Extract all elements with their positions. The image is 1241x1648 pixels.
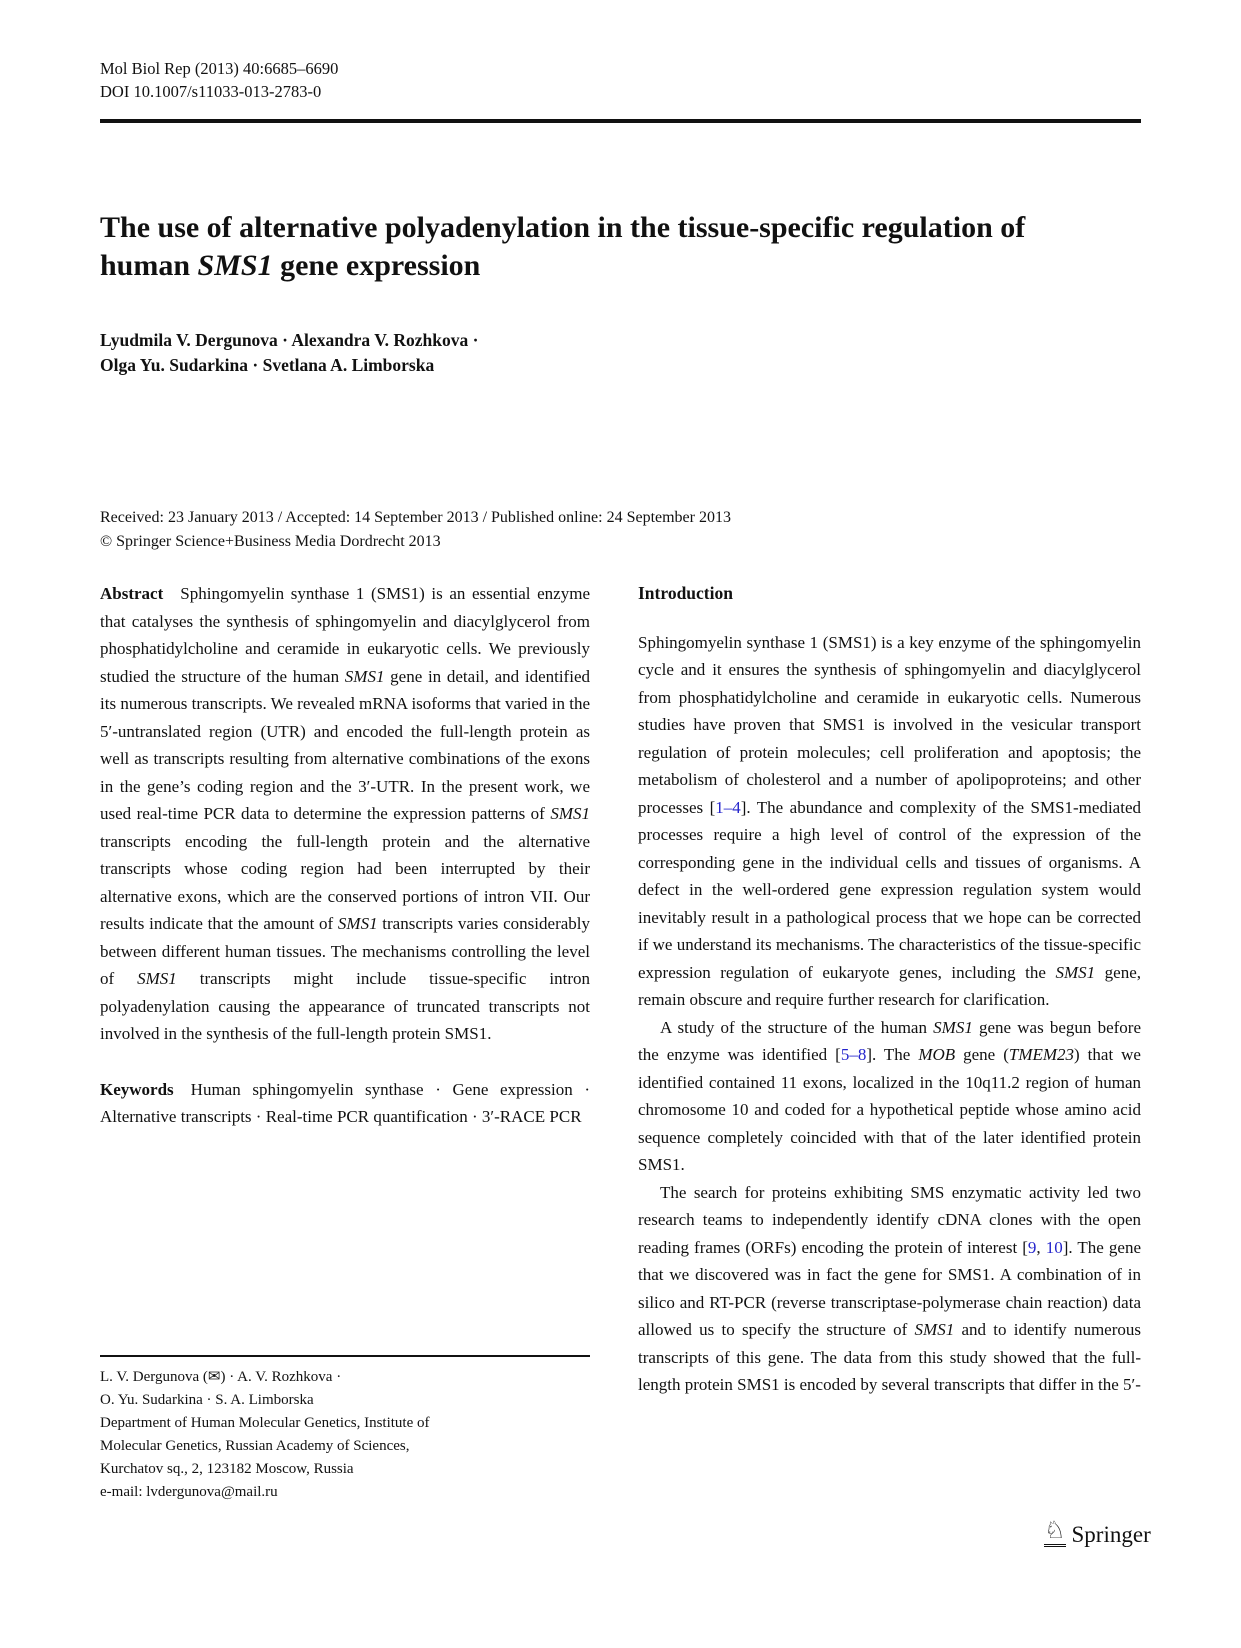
footnote-authors-line-2 <box>100 1389 590 1412</box>
springer-wordmark: Springer <box>1071 1521 1151 1547</box>
keywords-paragraph <box>100 1076 590 1131</box>
author-list <box>100 328 478 378</box>
right-column <box>638 580 1141 1399</box>
text-run: SMS1 <box>1055 962 1096 982</box>
text-run: Sphingomyelin synthase 1 (SMS1) is an essential enzyme that catalyses the synthesis of sphingomyelin and diacylglycerol from phosphatidylcholine and ceramide in eukaryotic cells. We previously studied the structure of the human <box>100 584 590 686</box>
text-run: ) that we identified contained 11 exons, localized in the 10q11.2 region of human chromosome 10 and coded for a hypothetical peptide whose amino acid sequence completely coincided with that of the later identified protein SMS1. <box>638 1045 1141 1174</box>
copyright-line: © Springer Science+Business Media Dordrecht 2013 <box>100 533 441 550</box>
text-run: Department of Human Molecular Genetics, Institute of <box>100 1414 430 1431</box>
text-run: gene ( <box>955 1045 1009 1064</box>
text-run: SMS1 <box>197 249 273 282</box>
journal-citation: Mol Biol Rep (2013) 40:6685–6690 <box>100 59 339 78</box>
text-run: , <box>1036 1237 1046 1257</box>
text-run: transcripts varies considerably between different human tissues. The mechanisms controlling the level of <box>100 914 590 988</box>
text-run: Human sphingomyelin synthase · Gene expression · Alternative transcripts · Real-time PCR quantification · 3′-RACE PCR <box>100 1079 590 1126</box>
text-run: e-mail: lvdergunova@mail.ru <box>100 1483 278 1500</box>
introduction-paragraph-2 <box>638 1014 1141 1179</box>
text-run: The use of alternative polyadenylation in the tissue-specific regulation of human <box>100 211 1026 282</box>
authors-line-2: Olga Yu. Sudarkina · Svetlana A. Limborska <box>100 355 435 375</box>
received-accepted-line: Received: 23 January 2013 / Accepted: 14 September 2013 / Published online: 24 September 2013 <box>100 509 731 526</box>
left-column <box>100 580 590 1131</box>
article-title <box>100 209 1040 285</box>
text-run: SMS1 <box>344 666 385 686</box>
citation-link[interactable]: 10 <box>1045 1237 1063 1257</box>
article-history <box>100 506 731 554</box>
keywords-label: Keywords <box>100 1079 174 1099</box>
text-run: MOB <box>918 1045 956 1064</box>
text-run: ]. The abundance and complexity of the SMS1-mediated processes require a high level of control of the expression of the corresponding gene in the individual cells and tissues of organisms. A defect in the well-ordered gene expression regulation system would inevitably result in a pathological process that we hope can be corrected if we understand its mechanisms. The characteristics of the tissue-specific expression regulation of eukaryote genes, including the <box>638 797 1141 982</box>
text-run: and to identify numerous transcripts of this gene. The data from this study showed that the full-length protein SMS1 is encoded by several transcripts that differ in the 5′- <box>638 1320 1141 1394</box>
footnote-affiliation-line-1 <box>100 1412 590 1435</box>
introduction-paragraph-3 <box>638 1179 1141 1399</box>
text-run: gene in detail, and identified its numerous transcripts. We revealed mRNA isoforms that varied in the 5′-untranslated region (UTR) and encoded the full-length protein as well as transcripts resulting from alternative combinations of the exons in the gene’s coding region and the 3′-UTR. In the present work, we used real-time PCR data to determine the expression patterns of <box>100 666 590 823</box>
text-run: ) · A. V. Rozhkova · <box>220 1368 342 1385</box>
text-run: SMS1 <box>337 914 378 933</box>
abstract-label: Abstract <box>100 584 164 603</box>
text-run: Molecular Genetics, Russian Academy of Sciences, <box>100 1437 410 1454</box>
corresponding-author-icon: ✉ <box>207 1368 221 1385</box>
text-run: transcripts might include tissue-specific intron polyadenylation causing the appearance of truncated transcripts not involved in the synthesis of the full-length protein SMS1. <box>100 969 590 1043</box>
text-run: gene, remain obscure and require further research for clarification. <box>638 962 1142 1009</box>
header-divider <box>100 119 1141 123</box>
footnote-authors-line-1 <box>100 1366 590 1389</box>
text-run: Kurchatov sq., 2, 123182 Moscow, Russia <box>100 1460 354 1477</box>
springer-logo <box>1044 1519 1151 1547</box>
text-run: TMEM23 <box>1008 1045 1075 1064</box>
text-run: gene was begun before the enzyme was identified [ <box>638 1017 1141 1064</box>
text-run: gene expression <box>272 249 481 282</box>
footnote-affiliation-line-3 <box>100 1458 590 1481</box>
footnote-divider <box>100 1355 590 1357</box>
journal-header <box>100 57 338 103</box>
text-run: O. Yu. Sudarkina · S. A. Limborska <box>100 1391 314 1408</box>
text-run: ]. The gene that we discovered was in fact the gene for SMS1. A combination of in silico and RT-PCR (reverse transcriptase-polymerase chain reaction) data allowed us to specify the structure of <box>638 1237 1142 1339</box>
citation-link[interactable]: 5–8 <box>840 1045 867 1064</box>
abstract-text <box>100 584 590 1043</box>
text-run: Sphingomyelin synthase 1 (SMS1) is a key enzyme of the sphingomyelin cycle and it ensures the synthesis of sphingomyelin and diacylglycerol from phosphatidylcholine and ceramide in eukaryotic cells. Numerous studies have proven that SMS1 is involved in the vesicular transport regulation of protein molecules; cell proliferation and apoptosis; the metabolism of cholesterol and a number of apolipoproteins; and other processes [ <box>638 632 1141 817</box>
introduction-paragraph-1 <box>638 629 1141 1014</box>
footnote-email-line <box>100 1481 590 1504</box>
citation-link[interactable]: 9 <box>1027 1237 1037 1257</box>
correspondence-footnote <box>100 1355 590 1504</box>
text-run: A study of the structure of the human <box>660 1017 934 1037</box>
springer-knight-icon: ♘ <box>1044 1519 1066 1547</box>
introduction-heading: Introduction <box>638 583 733 603</box>
text-run: SMS1 <box>137 969 177 988</box>
text-run: L. V. Dergunova ( <box>100 1368 208 1385</box>
text-run: SMS1 <box>914 1320 955 1339</box>
authors-line-1: Lyudmila V. Dergunova · Alexandra V. Rozhkova · <box>100 330 479 350</box>
text-run: SMS1 <box>933 1017 973 1037</box>
journal-doi: DOI 10.1007/s11033-013-2783-0 <box>100 82 322 101</box>
citation-link[interactable]: 1–4 <box>715 797 741 817</box>
text-run: ]. The <box>866 1045 919 1064</box>
text-run: SMS1 <box>550 804 590 823</box>
two-column-body <box>100 580 1141 1399</box>
text-run: The search for proteins exhibiting SMS enzymatic activity led two research teams to independently identify cDNA clones with the open reading frames (ORFs) encoding the protein of interest [ <box>638 1182 1141 1257</box>
text-run: transcripts encoding the full-length protein and the alternative transcripts whose coding region had been interrupted by their alternative exons, which are the conserved portions of intron VII. Our results indicate that the amount of <box>100 831 590 933</box>
footnote-affiliation-line-2 <box>100 1435 590 1458</box>
abstract-paragraph <box>100 580 590 1048</box>
